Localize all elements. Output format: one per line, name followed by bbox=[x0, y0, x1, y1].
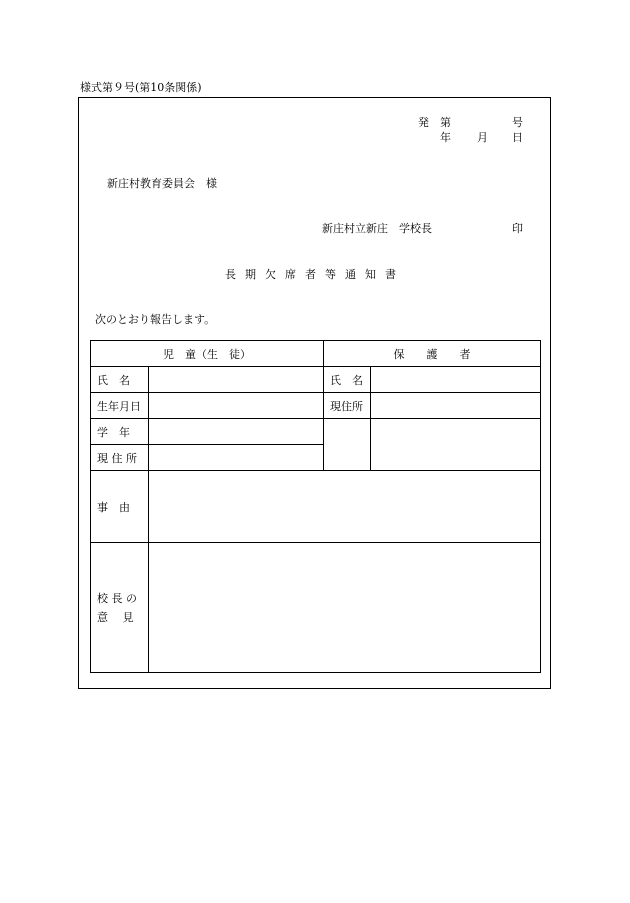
document-title: 長期欠席者等通知書 bbox=[225, 268, 405, 281]
guardian-address-field[interactable] bbox=[371, 393, 541, 419]
guardian-address-label: 現住所 bbox=[324, 393, 371, 419]
principal-opinion-line-2: 意 見 bbox=[97, 611, 134, 624]
child-header: 児 童（生 徒） bbox=[91, 341, 324, 367]
child-birthdate-field[interactable] bbox=[149, 393, 324, 419]
principal-opinion-field[interactable] bbox=[149, 543, 541, 673]
seal-mark: 印 bbox=[512, 222, 523, 235]
addressee: 新庄村教育委員会 様 bbox=[107, 177, 217, 190]
report-table bbox=[90, 340, 541, 673]
date-year: 年 bbox=[440, 131, 451, 144]
guardian-name-label: 氏 名 bbox=[324, 367, 371, 393]
reason-field[interactable] bbox=[149, 471, 541, 543]
child-address-label: 現 住 所 bbox=[91, 445, 149, 471]
issue-hatsu: 発 bbox=[418, 116, 429, 129]
sender-school: 新庄村立新庄 学校長 bbox=[322, 222, 432, 235]
child-grade-field[interactable] bbox=[149, 419, 324, 445]
date-month: 月 bbox=[477, 131, 488, 144]
form-number-label: 様式第９号(第10条関係) bbox=[80, 81, 202, 94]
date-day: 日 bbox=[512, 131, 523, 144]
guardian-extra-field[interactable] bbox=[371, 419, 541, 471]
child-birthdate-label: 生年月日 bbox=[91, 393, 149, 419]
reason-label: 事 由 bbox=[91, 471, 149, 543]
intro-text: 次のとおり報告します。 bbox=[95, 313, 216, 326]
issue-dai: 第 bbox=[440, 116, 451, 129]
child-name-label: 氏 名 bbox=[91, 367, 149, 393]
issue-go: 号 bbox=[512, 116, 523, 129]
child-address-field[interactable] bbox=[149, 445, 324, 471]
guardian-extra-label-cell bbox=[324, 419, 371, 471]
principal-opinion-line-1: 校 長 の bbox=[97, 592, 137, 605]
guardian-name-field[interactable] bbox=[371, 367, 541, 393]
child-grade-label: 学 年 bbox=[91, 419, 149, 445]
principal-opinion-label bbox=[91, 543, 149, 673]
guardian-header: 保 護 者 bbox=[324, 341, 541, 367]
child-name-field[interactable] bbox=[149, 367, 324, 393]
